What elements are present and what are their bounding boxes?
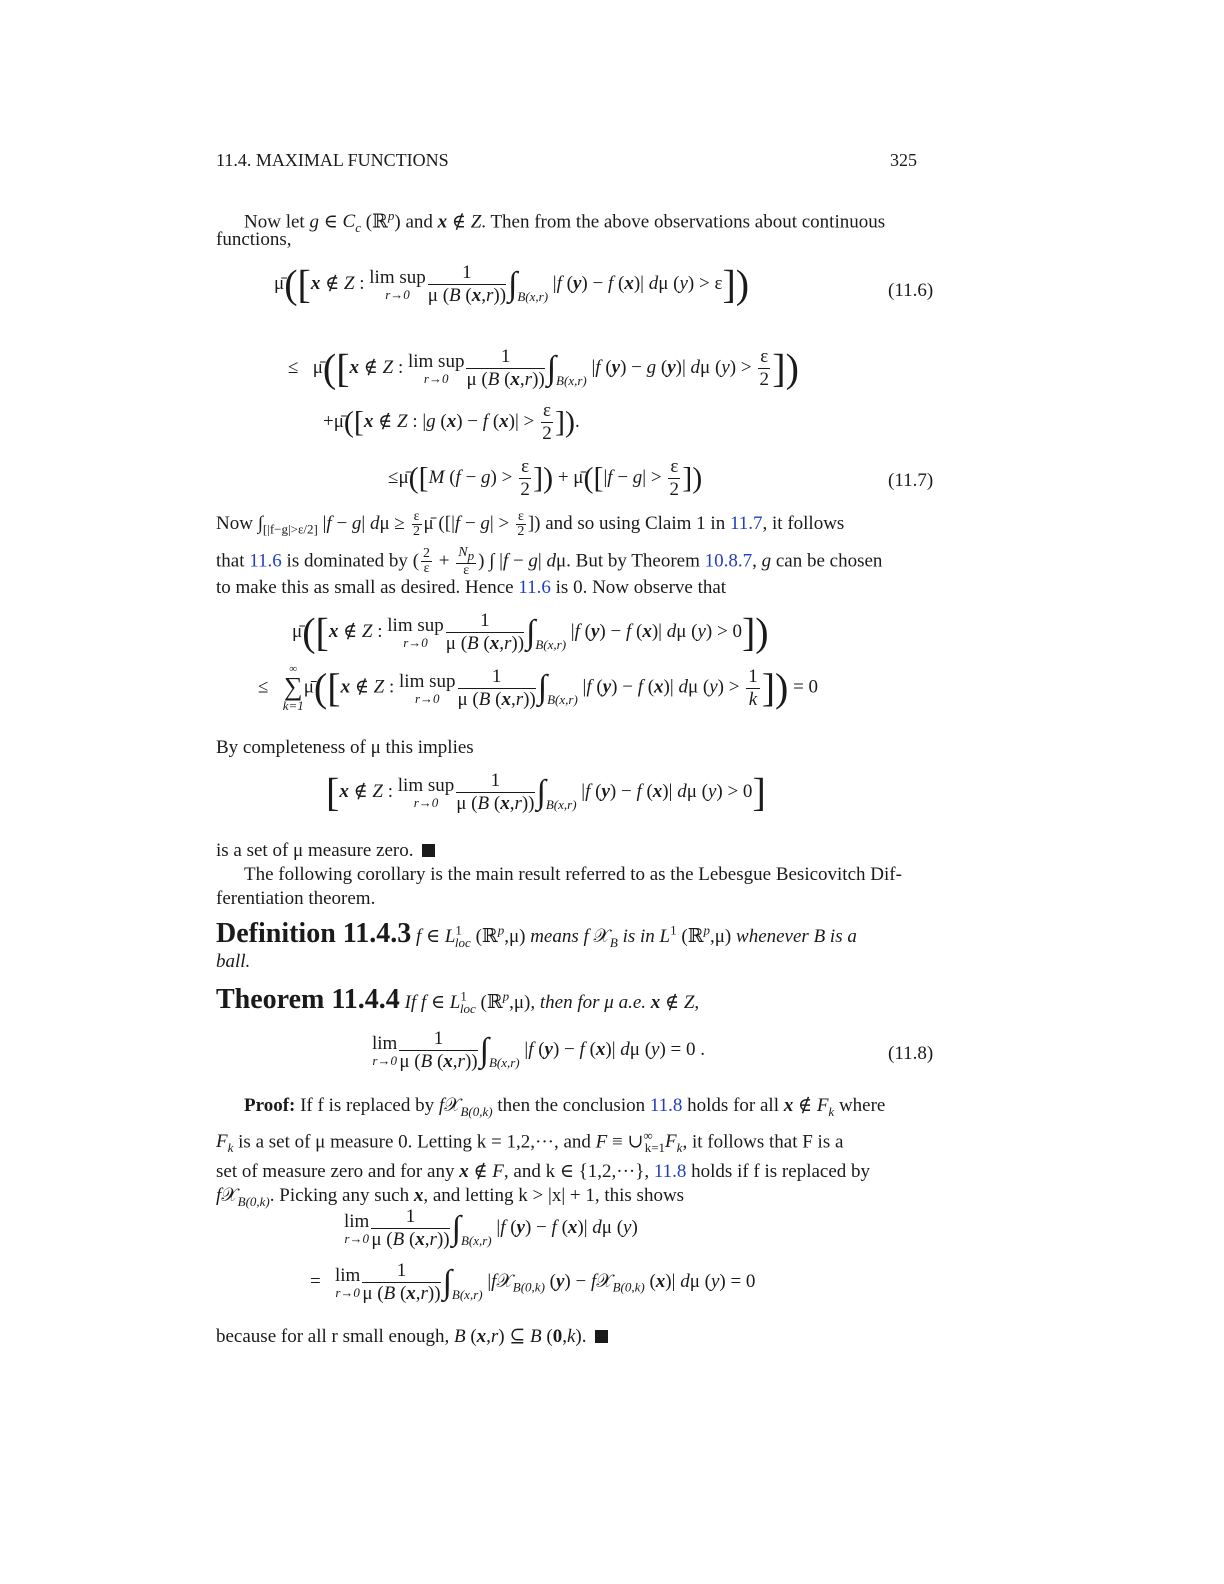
equation-observe-2: ≤ ∞ ∑ k=1 μ̄([x ∉ Z : lim sup r→0 $\frac{1}{\mu (B (x,r))}$ $\int_{B(x,r)}$ |f (y) − f (x)| dμ (y) > $\frac{1}{k}$ ]) = 0 (258, 663, 819, 713)
paragraph-following: The following corollary is the main result referred to as the Lebesgue Besicovitch Dif- (244, 864, 902, 885)
qed-square-icon (595, 1330, 608, 1343)
equation-proof-2: = lim r→0 $\frac{1}{\mu (B (x,r))}$ $\int_{B(x,r)}$ |f𝒳$_{B(0,k)}$ (y) − f𝒳$_{B(0,k)}$ (x)| dμ (y) = 0 (310, 1260, 756, 1304)
equation-11-8: lim r→0 $\frac{1}{\mu (B (x,r))}$ $\int_{B(x,r)}$ |f (y) − f (x)| dμ (y) = 0 . (372, 1028, 706, 1072)
ref-equation-11-6[interactable]: 11.6 (518, 577, 551, 598)
paragraph-estimate-cont: that 11.6 is dominated by ( $\frac{2}{\varepsilon}$ + $\frac{N_p}{\varepsilon}$ ) ∫ |f − g| dμ. But by Theorem 10.8.7, g can be chosen (216, 545, 883, 578)
ref-theorem-10-8-7[interactable]: 10.8.7 (704, 550, 753, 572)
ref-section-11-7[interactable]: 11.7 (729, 512, 763, 534)
equation-observe-1: μ̄([x ∉ Z : lim sup r→0 $\frac{1}{\mu (B (x,r))}$ $\int_{B(x,r)}$ |f (y) − f (x)| dμ (y) > 0]) (292, 609, 769, 655)
qed-square-icon (422, 844, 435, 857)
ref-equation-11-8[interactable]: 11.8 (649, 1095, 683, 1116)
definition-label: Definition 11.4.3 (216, 918, 412, 949)
paragraph-because: because for all r small enough, B (x,r) ⊆ B (0,k). (216, 1325, 608, 1349)
definition-cont: ball. (216, 951, 251, 972)
equation-number: (11.7) (888, 470, 934, 491)
paragraph-following-cont: ferentiation theorem. (216, 888, 376, 909)
paragraph-measure-zero: is a set of μ measure zero. (216, 839, 435, 863)
proof-paragraph: Proof: If f is replaced by f𝒳$_{B(0,k)}$ then the conclusion 11.8 holds for all x ∉ $F_k$ where $F_k$ is a set of μ measure 0. Letting k = 1,2,···, and $F \equiv \cup^\infty_{k=1}F_k$, it follows that F is a set of measure zero and for any x ∉ F, and k ∈ {1,2,···}, 11.8 holds if f is replaced by f𝒳$_{B(0,k)}$. Picking any such x, and letting k > |x| + 1, this shows (216, 1095, 886, 1209)
paragraph-intro: Now let g ∈ $C_c$ (ℝ$^p$) and x ∉ Z. Then from the above observations about continuous (244, 208, 886, 236)
ref-equation-11-8[interactable]: 11.8 (653, 1160, 687, 1182)
equation-bound-line-2: +μ̄([x ∉ Z : |g (x) − f (x)| > $\frac{\varepsilon}{2}$ ]). (323, 400, 580, 444)
paragraph-completeness: By completeness of μ this implies (216, 737, 474, 758)
theorem-11-4-4: Theorem 11.4.4 If f ∈ $L^1_{loc}$ (ℝ$^p$,μ), then for μ a.e. x ∉ Z, (216, 984, 700, 1016)
paragraph-estimate: Now $\int_{[|f-g|>\varepsilon/2]}$ |f − g| dμ ≥ $\frac{\varepsilon}{2}$ μ̄ ([|f − g| > $\frac{\varepsilon}{2}$ ]) and so using Claim 1 in 11.7, it follows (216, 509, 845, 539)
equation-11-6: μ̄([x ∉ Z : lim sup r→0 $\frac{1}{\mu (B (x,r))}$ $\int_{B(x,r)}$ |f (y) − f (x)| dμ (y) > ε]) (274, 261, 750, 307)
equation-proof-1: lim r→0 $\frac{1}{\mu (B (x,r))}$ $\int_{B(x,r)}$ |f (y) − f (x)| dμ (y) (344, 1206, 638, 1250)
page-number: 325 (890, 150, 917, 170)
ref-equation-11-6[interactable]: 11.6 (249, 550, 282, 572)
equation-number: (11.6) (888, 280, 934, 301)
equation-11-7: ≤μ̄([M (f − g) > $\frac{\varepsilon}{2}$ ]) + μ̄([|f − g| > $\frac{\varepsilon}{2}$ ]) (388, 456, 703, 500)
paragraph-intro-cont: functions, (216, 229, 292, 250)
equation-set: [x ∉ Z : lim sup r→0 $\frac{1}{\mu (B (x,r))}$ $\int_{B(x,r)}$ |f (y) − f (x)| dμ (y) > 0] (326, 769, 766, 815)
equation-number: (11.8) (888, 1043, 934, 1064)
running-header: 11.4. MAXIMAL FUNCTIONS (216, 150, 449, 170)
theorem-label: Theorem 11.4.4 (216, 984, 400, 1015)
equation-bound-line-1: ≤ μ̄([x ∉ Z : lim sup r→0 $\frac{1}{\mu (B (x,r))}$ $\int_{B(x,r)}$ |f (y) − g (y)| dμ (y) > $\frac{\varepsilon}{2}$ ]) (288, 345, 799, 391)
definition-11-4-3: Definition 11.4.3 f ∈ $L^1_{loc}$ (ℝ$^p$,μ) means f 𝒳$_B$ is in $L^1$ (ℝ$^p$,μ) whenever B is a (216, 918, 857, 950)
paragraph-estimate-end: to make this as small as desired. Hence 11.6 is 0. Now observe that (216, 577, 727, 598)
